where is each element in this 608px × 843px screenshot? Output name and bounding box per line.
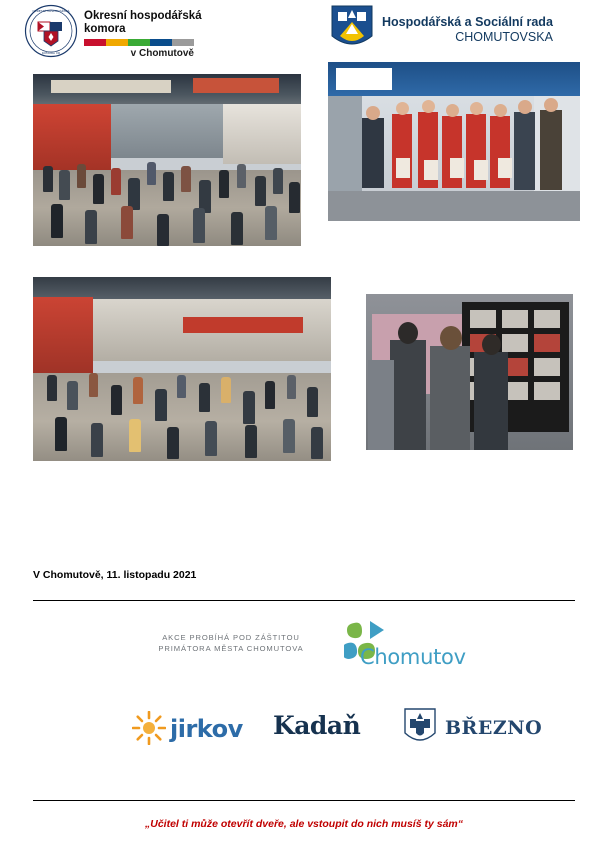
divider-bottom xyxy=(33,800,575,801)
ohk-title-line2: komora xyxy=(84,23,126,35)
photo-exhibition-hall-visitors xyxy=(33,74,301,246)
ohk-logo xyxy=(24,4,202,59)
chomutov-logo xyxy=(318,621,468,675)
hsr-logo xyxy=(330,4,553,54)
svg-text:KOMORA ČR: KOMORA ČR xyxy=(41,51,61,55)
ohk-seal-icon xyxy=(24,4,78,58)
sponsor-block xyxy=(33,615,575,775)
ohk-city: v Chomutově xyxy=(130,48,194,59)
kadan-wordmark: Kadaň xyxy=(273,711,361,740)
hsr-crest-icon xyxy=(330,4,374,54)
jirkov-wordmark: jirkov xyxy=(170,715,243,743)
ohk-color-bars xyxy=(84,39,194,46)
svg-text:OKRESNÍ HOSPODÁŘSKÁ: OKRESNÍ HOSPODÁŘSKÁ xyxy=(32,9,70,13)
photo-students-at-board xyxy=(366,294,573,450)
photo-exhibition-hall-overview xyxy=(33,277,331,461)
document-header xyxy=(0,0,608,62)
brezno-wordmark: BŘEZNO xyxy=(445,717,543,739)
patronage-line-2: PRIMÁTORA MĚSTA CHOMUTOVA xyxy=(158,644,304,653)
photo-students-group-red-shirts xyxy=(328,62,580,221)
patronage-line-1: AKCE PROBÍHÁ POD ZÁŠTITOU xyxy=(162,633,300,642)
hsr-text-block xyxy=(382,15,553,45)
dateline: V Chomutově, 11. listopadu 2021 xyxy=(33,569,197,581)
brezno-crest-icon xyxy=(403,707,437,747)
chomutov-wordmark: Chomutov xyxy=(360,645,466,669)
jirkov-logo xyxy=(108,707,258,749)
ohk-title-line1: Okresní hospodářská xyxy=(84,10,202,22)
sun-icon xyxy=(132,711,166,745)
divider-top xyxy=(33,600,575,601)
ohk-text-block xyxy=(84,10,202,59)
brezno-logo xyxy=(403,707,563,749)
hsr-subtitle: CHOMUTOVSKA xyxy=(455,30,553,44)
patronage-note xyxy=(145,632,317,654)
footer-quote: „Učitel ti může otevřít dveře, ale vstoupit do nich musíš ty sám“ xyxy=(145,818,463,830)
hsr-title: Hospodářská a Sociální rada xyxy=(382,15,553,29)
